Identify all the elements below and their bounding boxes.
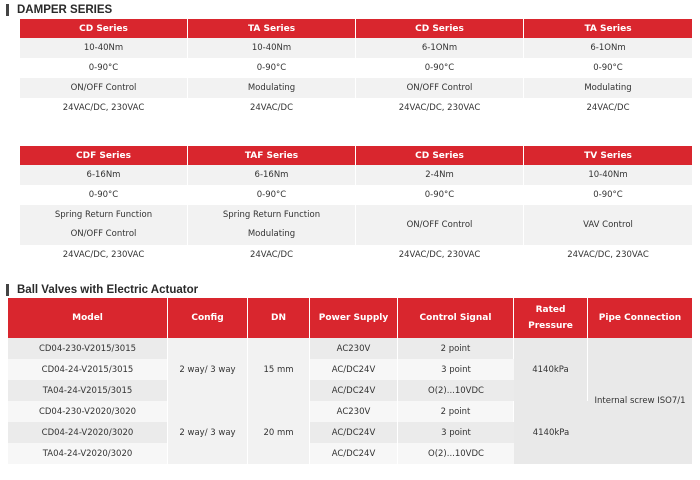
signal-cell: 2 point — [398, 401, 514, 422]
power-cell: AC/DC24V — [310, 422, 398, 443]
model-cell: TA04-24-V2015/3015 — [8, 380, 168, 401]
cell-line: Modulating — [247, 229, 296, 239]
table-cell: 0-90°C — [356, 185, 524, 205]
model-cell: CD04-24-V2015/3015 — [8, 359, 168, 380]
table-cell: 0-90°C — [188, 185, 356, 205]
table-cell: 24VAC/DC — [188, 98, 356, 118]
table-cell: 0-90°C — [524, 185, 692, 205]
table-cell: ON/OFF Control — [20, 78, 188, 98]
table-cell: 6-1ONm — [524, 38, 692, 58]
dn-cell: 20 mm — [248, 401, 310, 464]
table-row — [20, 58, 692, 78]
ball-valves-table — [8, 298, 692, 464]
table-cell: 24VAC/DC, 230VAC — [356, 245, 524, 265]
column-header-pipe: Pipe Connection — [588, 298, 692, 338]
column-header-power: Power Supply — [310, 298, 398, 338]
power-cell: AC230V — [310, 338, 398, 359]
column-header-dn: DN — [248, 298, 310, 338]
column-header-signal: Control Signal — [398, 298, 514, 338]
cell-line: ON/OFF Control — [406, 220, 473, 230]
table-cell: 0-90°C — [20, 185, 188, 205]
table-row — [20, 38, 692, 58]
column-header-pressure — [514, 298, 588, 338]
column-header: CDF Series — [20, 146, 188, 165]
table-cell: 10-40Nm — [20, 38, 188, 58]
column-header-config: Config — [168, 298, 248, 338]
table-header-row — [8, 298, 692, 338]
title-bar — [6, 4, 9, 16]
pipe-connection-cell: Internal screw ISO7/1 — [588, 338, 692, 464]
table-row — [20, 185, 692, 205]
table-cell: 6-16Nm — [188, 165, 356, 185]
table-cell: 10-40Nm — [524, 165, 692, 185]
table-cell: 24VAC/DC, 230VAC — [524, 245, 692, 265]
table-header-row — [20, 19, 692, 38]
signal-cell: O(2)...10VDC — [398, 443, 514, 464]
signal-cell: 3 point — [398, 422, 514, 443]
table-row — [20, 165, 692, 185]
table-cell: 24VAC/DC — [524, 98, 692, 118]
table-cell — [356, 205, 524, 245]
table-cell — [524, 205, 692, 245]
model-cell: CD04-230-V2015/3015 — [8, 338, 168, 359]
model-cell: TA04-24-V2020/3020 — [8, 443, 168, 464]
table-header-row — [20, 146, 692, 165]
pressure-cell: 4140kPa — [514, 401, 588, 464]
config-cell: 2 way/ 3 way — [168, 338, 248, 401]
valves-title-text: Ball Valves with Electric Actuator — [17, 284, 199, 296]
damper-table-1 — [20, 19, 692, 118]
table-cell: 24VAC/DC — [188, 245, 356, 265]
cell-line: VAV Control — [583, 220, 633, 230]
column-header: TA Series — [188, 19, 356, 38]
table-cell: ON/OFF Control — [356, 78, 524, 98]
table-cell: 10-40Nm — [188, 38, 356, 58]
table-cell: 24VAC/DC, 230VAC — [20, 98, 188, 118]
table-cell: 0-90°C — [188, 58, 356, 78]
table-cell: 0-90°C — [20, 58, 188, 78]
damper-section-title — [6, 2, 112, 18]
column-header: TV Series — [524, 146, 692, 165]
power-cell: AC230V — [310, 401, 398, 422]
table-cell: Modulating — [188, 78, 356, 98]
table-cell: 24VAC/DC, 230VAC — [356, 98, 524, 118]
table-row — [8, 338, 692, 359]
title-bar — [6, 284, 9, 296]
table-cell: 2-4Nm — [356, 165, 524, 185]
cell-line: Spring Return Function — [54, 210, 153, 220]
table-cell: 0-90°C — [356, 58, 524, 78]
header-line: Rated — [535, 305, 566, 315]
signal-cell: O(2)...10VDC — [398, 380, 514, 401]
table-row — [20, 78, 692, 98]
cell-line: ON/OFF Control — [70, 229, 137, 239]
header-line: Pressure — [528, 321, 573, 331]
power-cell: AC/DC24V — [310, 443, 398, 464]
signal-cell: 3 point — [398, 359, 514, 380]
valves-section-title — [6, 282, 198, 298]
column-header: TA Series — [524, 19, 692, 38]
column-header-model: Model — [8, 298, 168, 338]
table-cell: 6-16Nm — [20, 165, 188, 185]
model-cell: CD04-230-V2020/3020 — [8, 401, 168, 422]
model-cell: CD04-24-V2020/3020 — [8, 422, 168, 443]
column-header: TAF Series — [188, 146, 356, 165]
table-cell: 0-90°C — [524, 58, 692, 78]
column-header: CD Series — [20, 19, 188, 38]
dn-cell: 15 mm — [248, 338, 310, 401]
pressure-cell: 4140kPa — [514, 338, 588, 401]
table-row — [20, 205, 692, 245]
table-cell — [188, 205, 356, 245]
damper-title-text: DAMPER SERIES — [17, 4, 113, 16]
column-header: CD Series — [356, 146, 524, 165]
power-cell: AC/DC24V — [310, 380, 398, 401]
column-header: CD Series — [356, 19, 524, 38]
power-cell: AC/DC24V — [310, 359, 398, 380]
config-cell: 2 way/ 3 way — [168, 401, 248, 464]
table-row — [20, 245, 692, 265]
damper-table-2 — [20, 146, 692, 265]
cell-line: Spring Return Function — [222, 210, 321, 220]
table-row — [20, 98, 692, 118]
signal-cell: 2 point — [398, 338, 514, 359]
table-cell: Modulating — [524, 78, 692, 98]
table-cell — [20, 205, 188, 245]
table-cell: 6-1ONm — [356, 38, 524, 58]
table-cell: 24VAC/DC, 230VAC — [20, 245, 188, 265]
